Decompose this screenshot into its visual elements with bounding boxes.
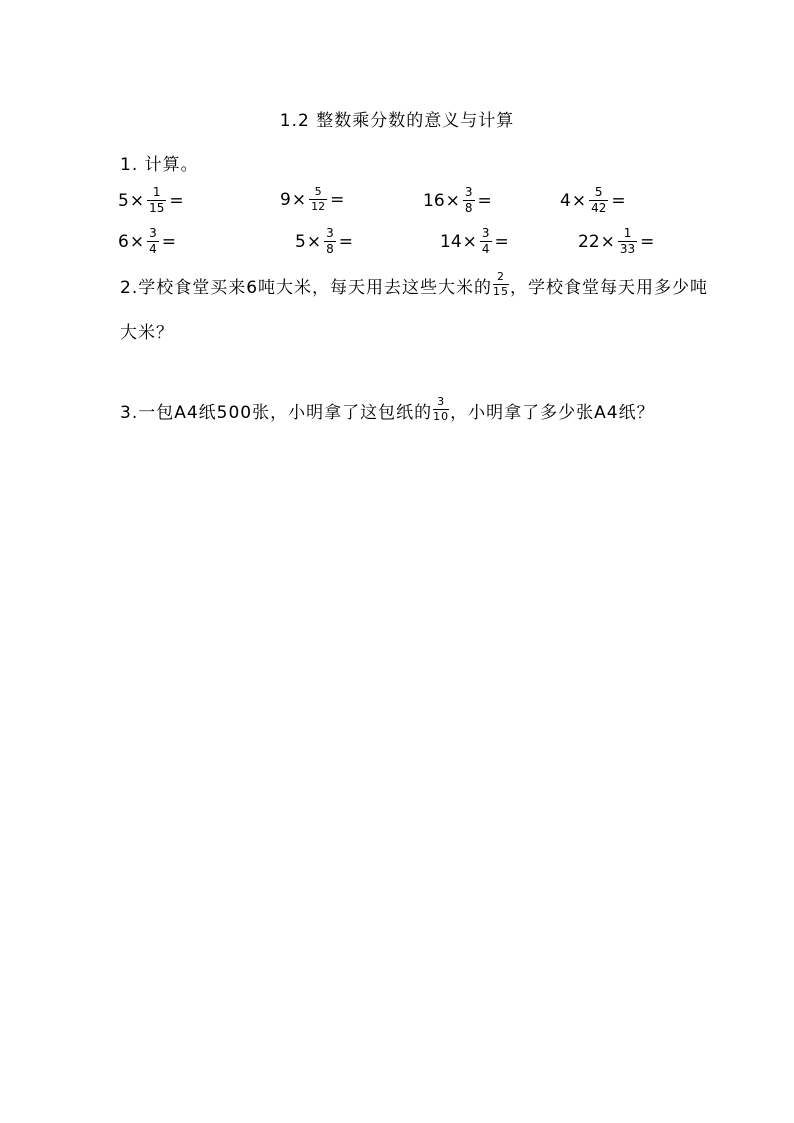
times-sign: × [129,231,145,252]
question-2-line-1 [120,269,709,302]
denominator: 12 [311,200,326,213]
whole-number: 5 [118,190,129,211]
fraction [589,186,608,215]
numerator: 5 [314,185,322,198]
whole-number: 4 [560,190,571,211]
numerator: 3 [149,226,157,240]
fraction [463,186,475,215]
denominator: 4 [149,242,157,256]
expression-1-3 [423,186,493,215]
denominator: 4 [481,242,490,256]
numerator: 3 [437,394,446,408]
numerator: 3 [481,226,490,240]
times-sign: × [462,231,477,252]
whole-number: 22 [578,231,600,252]
expression-2-3 [440,227,510,256]
times-sign: × [306,231,322,252]
equals-sign: = [477,190,492,211]
numerator: 3 [464,185,473,199]
denominator: 8 [464,201,473,215]
equals-sign: = [494,231,509,252]
whole-number: 14 [440,231,462,252]
question-2-fraction [493,271,509,298]
expression-2-4 [578,227,655,256]
equals-sign: = [169,190,184,211]
equals-sign: = [338,231,353,252]
fraction [618,227,637,256]
times-sign: × [291,189,307,210]
fraction [324,227,336,256]
expression-1-1 [118,186,185,215]
numerator: 2 [497,269,506,283]
fraction [147,186,166,215]
expression-2-2 [295,227,354,256]
page-title: 1.2 整数乘分数的意义与计算 [279,111,515,131]
equals-sign: = [640,231,655,252]
question-3-text-a: 3.一包A4纸500张，小明拿了这包纸的 [120,403,433,423]
equals-sign: = [330,189,345,210]
denominator: 42 [591,201,607,215]
equals-sign: = [161,231,176,252]
denominator: 10 [433,409,450,423]
whole-number: 16 [423,190,445,211]
expression-2-1 [118,227,177,256]
times-sign: × [600,231,615,252]
fraction [309,186,327,213]
equals-sign: = [611,190,626,211]
fraction [147,227,159,256]
denominator: 8 [326,242,334,256]
question-3-text-b: ，小明拿了多少张A4纸？ [450,403,655,423]
fraction [480,227,492,256]
numerator: 3 [326,226,334,240]
numerator: 1 [152,185,161,199]
denominator: 15 [149,201,165,215]
denominator: 33 [619,242,636,256]
times-sign: × [445,190,460,211]
question-3-line [120,394,655,427]
question-2-text-b: ，学校食堂每天用多少吨 [510,278,709,298]
times-sign: × [129,190,145,211]
numerator: 1 [623,226,632,240]
whole-number: 9 [280,189,291,210]
question-2-line-2: 大米？ [120,323,174,343]
whole-number: 6 [118,231,129,252]
times-sign: × [571,190,587,211]
question-2-text-a: 2.学校食堂买来6吨大米，每天用去这些大米的 [120,278,493,298]
whole-number: 5 [295,231,306,252]
expression-1-4 [560,186,627,215]
expression-1-2 [280,186,345,213]
question-1-label: 1. 计算。 [120,155,199,175]
question-3-fraction [433,396,449,423]
denominator: 15 [493,284,510,298]
numerator: 5 [594,185,603,199]
